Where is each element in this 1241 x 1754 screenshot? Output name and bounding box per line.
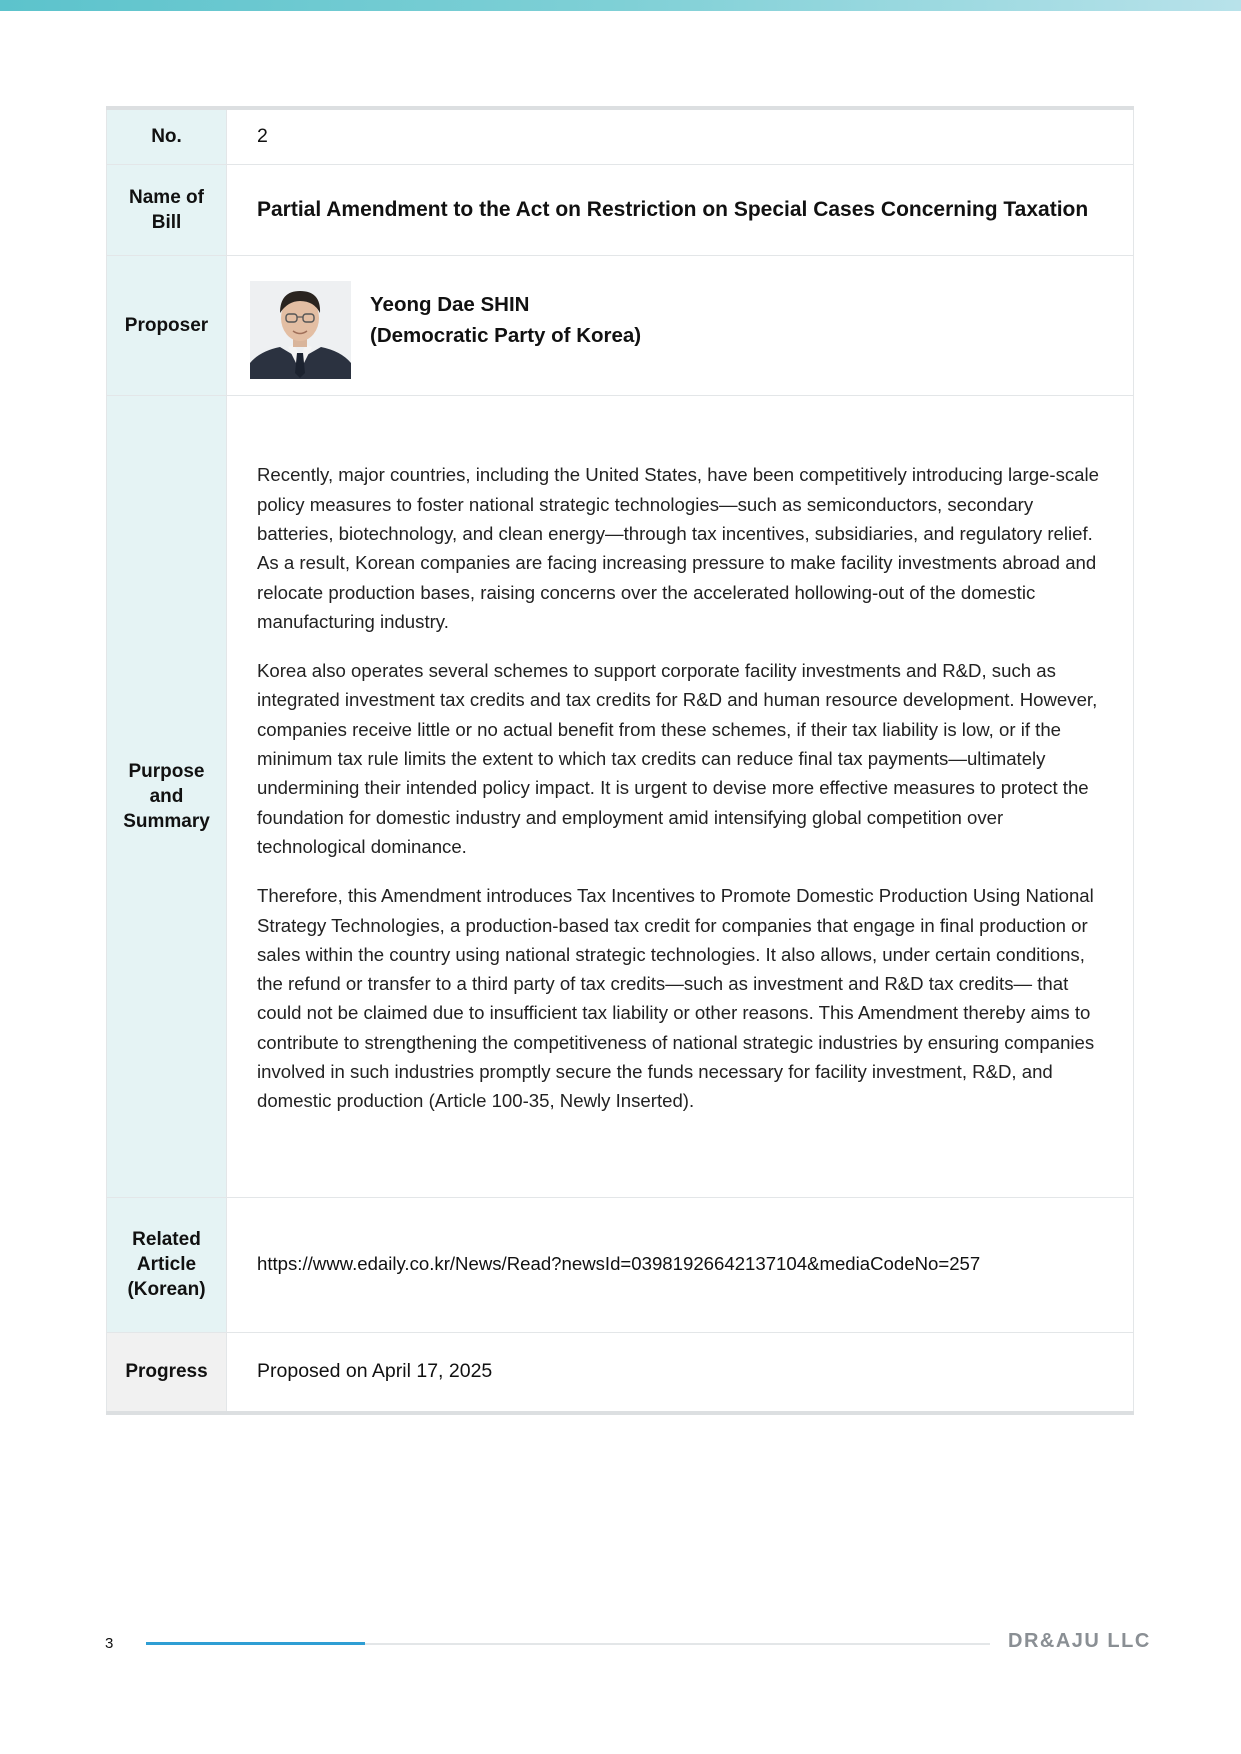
summary-paragraph: Korea also operates several schemes to support corporate facility investments and R&D, such as integrated investment tax credits and tax credits for R&D and human resource development. However, companies receive little or no actual benefit from these schemes, if their tax liability is low, or if the minimum tax rule limits the extent to which tax credits can reduce final tax payments—ultimately undermining their intended policy impact. It is urgent to devise more effective measures to protect the foundation for domestic industry and employment amid intensifying global competition over technological dominance. <box>257 660 1098 857</box>
page-footer <box>0 1630 1241 1660</box>
bill-info-table <box>106 106 1134 1415</box>
bill-number: 2 <box>227 108 1134 164</box>
top-accent-bar <box>0 0 1241 11</box>
progress-status: Proposed on April 17, 2025 <box>257 1360 493 1383</box>
summary-text <box>227 395 1134 1197</box>
label-purpose-summary: Purpose and Summary <box>107 395 227 1197</box>
label-no: No. <box>107 108 227 164</box>
label-name-of-bill: Name of Bill <box>107 164 227 255</box>
page-progress-fill <box>146 1642 365 1645</box>
summary-paragraph: Recently, major countries, including the United States, have been competitively introducing large-scale policy measures to foster national strategic technologies—such as semiconductors, secondary batteries, biotechnology, and clean energy—through tax incentives, subsidiaries, and regulatory relief. As a result, Korean companies are facing increasing pressure to make facility investments abroad and relocate production bases, raising concerns over the accelerated hollowing-out of the domestic manufacturing industry. <box>257 464 1099 632</box>
related-article-link[interactable]: https://www.edaily.co.kr/News/Read?newsId=03981926642137104&mediaCodeNo=257 <box>257 1253 981 1274</box>
row-related-article <box>107 1197 1134 1332</box>
brand-logo: DR&AJU LLC <box>1008 1630 1151 1652</box>
proposer-photo <box>250 281 351 379</box>
label-progress: Progress <box>107 1332 227 1413</box>
label-related-article: Related Article (Korean) <box>107 1197 227 1332</box>
row-bill-name <box>107 164 1134 255</box>
page-number: 3 <box>105 1635 114 1652</box>
bill-name: Partial Amendment to the Act on Restriction on Special Cases Concerning Taxation <box>257 197 1089 221</box>
row-purpose-summary <box>107 395 1134 1197</box>
row-number <box>107 108 1134 164</box>
proposer-party: (Democratic Party of Korea) <box>370 324 642 347</box>
proposer-name: Yeong Dae SHIN <box>370 293 530 316</box>
summary-paragraph: Therefore, this Amendment introduces Tax Incentives to Promote Domestic Production Using National Strategy Technologies, a production-based tax credit for companies that engage in final production or sales within the country using national strategic technologies. It also allows, under certain conditions, the refund or transfer to a third party of tax credits—such as investment and R&D tax credits— that could not be claimed due to insufficient tax liability or other reasons. This Amendment thereby aims to contribute to strengthening the competitiveness of national strategic industries by ensuring companies involved in such industries promptly secure the funds necessary for facility investment, R&D, and domestic production (Article 100-35, Newly Inserted). <box>257 885 1095 1112</box>
row-proposer <box>107 255 1134 395</box>
label-proposer: Proposer <box>107 255 227 395</box>
row-progress <box>107 1332 1134 1413</box>
proposer-portrait-icon <box>250 281 351 379</box>
